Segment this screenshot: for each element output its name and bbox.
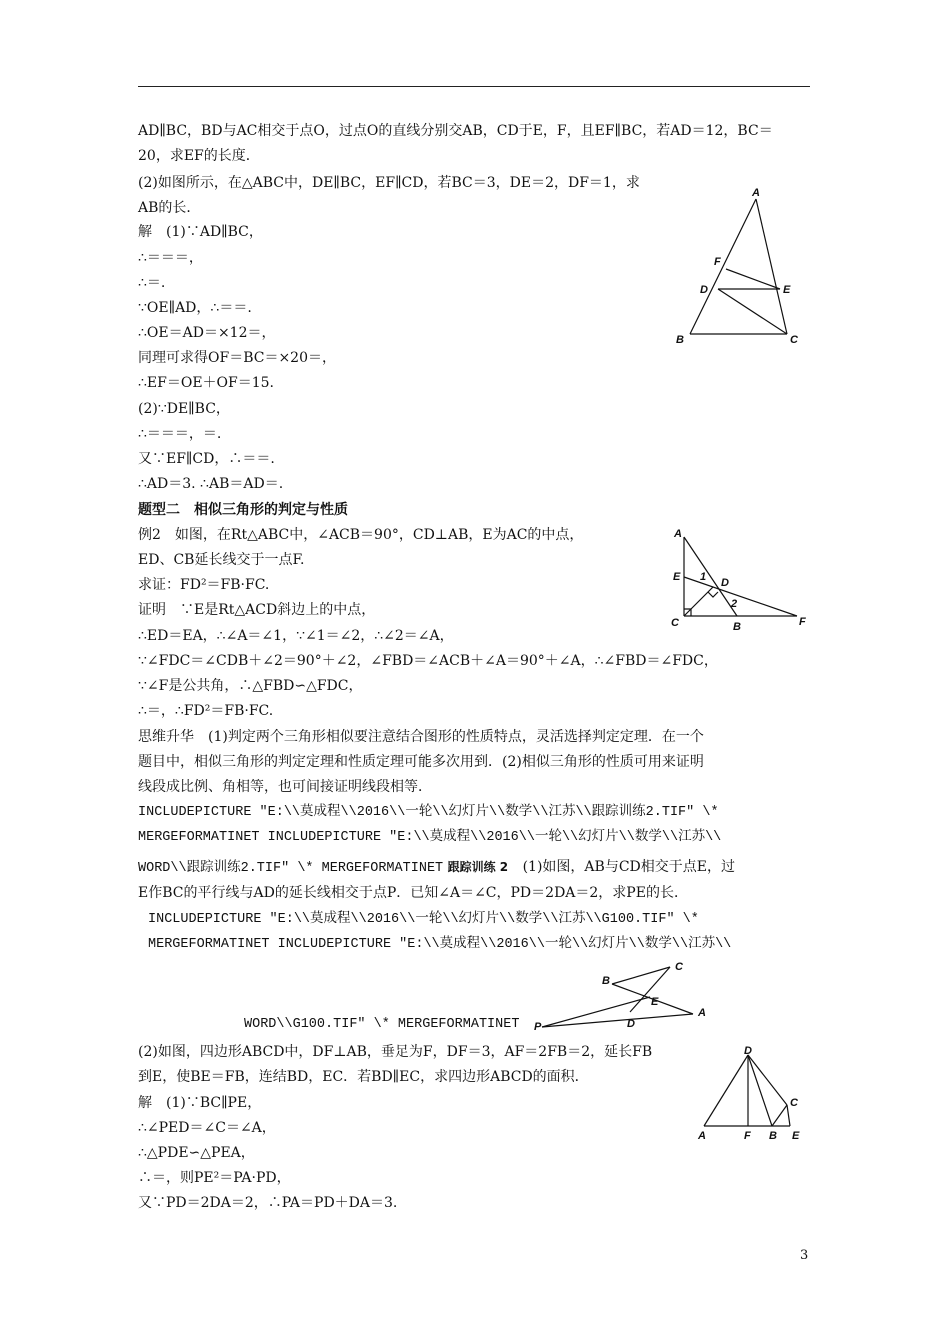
fig3-label: B (602, 975, 610, 987)
fig3-label: C (675, 961, 683, 973)
text-line: 20，求EF的长度． (138, 148, 260, 164)
fig2-label: F (799, 616, 806, 628)
text-line: ∴＝. (138, 275, 166, 291)
text-line: ∵∠F是公共角，∴△FBD∽△FDC， (138, 678, 363, 694)
fig3-label: A (698, 1007, 706, 1019)
fig2-label: C (671, 617, 679, 629)
fig2-label: 2 (731, 598, 738, 610)
fig2-label: A (674, 528, 682, 540)
text-line: AD∥BC，BD与AC相交于点O，过点O的直线分别交AB，CD于E，F，且EF∥BC，若AD＝12，BC＝ (138, 123, 773, 139)
text-line: ∴＝，∴FD²＝FB·FC. (138, 703, 274, 719)
fig3-label: E (651, 996, 659, 1008)
figure-crossing-lines (530, 950, 720, 1035)
text-line: ∴∠PED＝∠C＝∠A， (138, 1120, 276, 1136)
field-code-line: MERGEFORMATINET INCLUDEPICTURE "E:\\莫成程\\2016\\一轮\\幻灯片\\数学\\江苏\\ (138, 830, 722, 845)
text-line: 证明 ∵E是Rt△ACD斜边上的中点， (138, 602, 376, 618)
figure-triangle-def (670, 185, 805, 350)
fig3-label: D (627, 1018, 635, 1030)
field-code-text: WORD\\跟踪训练2.TIF" \* MERGEFORMATINET (138, 861, 444, 876)
text-line: 例2 如图，在Rt△ABC中，∠ACB＝90°，CD⊥AB，E为AC的中点， (138, 527, 584, 543)
fig2-label: D (721, 577, 729, 589)
fig1-label: C (790, 334, 798, 346)
text-line: ∴＝＝＝，＝. (138, 426, 222, 442)
fig4-label: C (790, 1097, 798, 1109)
text-line: 解 (1)∵BC∥PE， (138, 1095, 262, 1111)
text-line: ∴AD＝3. ∴AB＝AD＝. (138, 476, 284, 492)
field-code-line: MERGEFORMATINET INCLUDEPICTURE "E:\\莫成程\\2016\\一轮\\幻灯片\\数学\\江苏\\ (148, 937, 732, 952)
section-heading: 题型二 相似三角形的判定与性质 (138, 502, 348, 518)
fig2-label: 1 (700, 571, 707, 583)
text-line: ∴EF＝OE＋OF＝15. (138, 375, 274, 391)
text-line: AB的长． (138, 200, 201, 216)
fig4-label: B (769, 1130, 777, 1142)
text-line: (2)如图，四边形ABCD中，DF⊥AB，垂足为F，DF＝3，AF＝2FB＝2，延长FB (138, 1044, 653, 1060)
figure-quadrilateral (692, 1043, 810, 1143)
fig1-label: A (752, 187, 760, 199)
fig1-label: D (700, 284, 708, 296)
text-line: 求证：FD²＝FB·FC. (138, 577, 270, 593)
field-code-line: INCLUDEPICTURE "E:\\莫成程\\2016\\一轮\\幻灯片\\数学\\江苏\\跟踪训练2.TIF" \* (138, 805, 719, 820)
text-line (138, 857, 735, 879)
header-rule (138, 86, 810, 87)
text-line: ∴△PDE∽△PEA， (138, 1145, 255, 1161)
text-line: 同理可求得OF＝BC＝×20＝， (138, 350, 336, 366)
fig4-label: F (744, 1130, 751, 1142)
fig4-label: A (698, 1130, 706, 1142)
text-line: 到E，使BE＝FB，连结BD，EC．若BD∥EC，求四边形ABCD的面积． (138, 1069, 589, 1085)
field-code-line: INCLUDEPICTURE "E:\\莫成程\\2016\\一轮\\幻灯片\\数学\\江苏\\G100.TIF" \* (148, 912, 699, 927)
fig1-label: E (783, 284, 791, 296)
text-line: 解 (1)∵AD∥BC， (138, 224, 263, 240)
text-line: ∴＝＝＝， (138, 250, 203, 266)
text-line: (2)如图所示，在△ABC中，DE∥BC，EF∥CD，若BC＝3，DE＝2，DF＝1，求 (138, 175, 640, 191)
text-line: ∵∠FDC＝∠CDB＋∠2＝90°＋∠2，∠FBD＝∠ACB＋∠A＝90°＋∠A，∴∠FBD＝∠FDC， (138, 653, 718, 669)
fig3-label: P (534, 1021, 542, 1033)
text-line: ∴ED＝EA，∴∠A＝∠1，∵∠1＝∠2，∴∠2＝∠A， (138, 628, 454, 644)
text-line: ∴OE＝AD＝×12＝， (138, 325, 276, 341)
figure-right-triangle (665, 525, 815, 635)
problem-text: (1)如图，AB与CD相交于点E，过 (522, 859, 735, 875)
fig2-label: E (673, 571, 681, 583)
text-line: 又∵EF∥CD，∴＝＝. (138, 451, 275, 467)
text-line: ED、CB延长线交于一点F. (138, 552, 305, 568)
field-code-line: WORD\\G100.TIF" \* MERGEFORMATINET (244, 1017, 520, 1032)
text-line: E作BC的平行线与AD的延长线相交于点P．已知∠A＝∠C，PD＝2DA＝2，求PE的长． (138, 885, 688, 901)
text-line: 思维升华 (1)判定两个三角形相似要注意结合图形的性质特点，灵活选择判定定理．在一个 (138, 729, 704, 745)
fig1-label: B (676, 334, 684, 346)
fig2-label: B (733, 621, 741, 633)
text-line: 线段成比例、角相等，也可间接证明线段相等． (138, 779, 432, 795)
text-line: (2)∵DE∥BC， (138, 401, 230, 417)
text-line: ∴＝，则PE²＝PA·PD， (138, 1170, 291, 1186)
fig1-label: F (714, 256, 721, 268)
training-tag: 跟踪训练 2 (447, 860, 509, 874)
fig4-label: E (792, 1130, 800, 1142)
page-number: 3 (800, 1248, 809, 1263)
text-line: ∵OE∥AD，∴＝＝. (138, 300, 252, 316)
text-line: 题目中，相似三角形的判定定理和性质定理可能多次用到．(2)相似三角形的性质可用来证明 (138, 754, 704, 770)
fig4-label: D (744, 1045, 752, 1057)
text-line: 又∵PD＝2DA＝2，∴PA＝PD＋DA＝3. (138, 1195, 398, 1211)
